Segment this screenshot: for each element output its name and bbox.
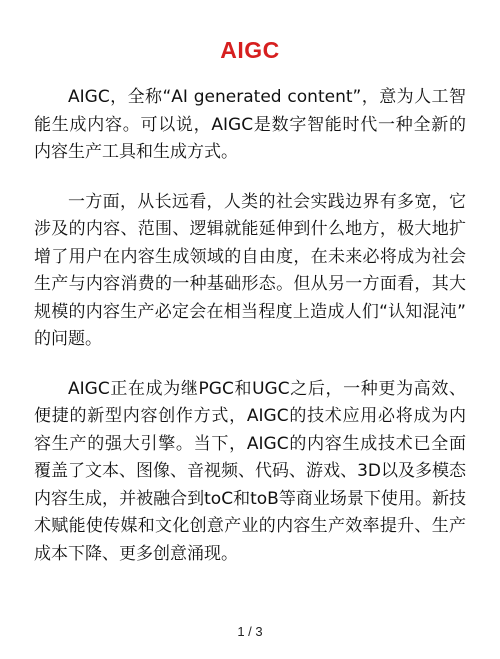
paragraph-impact: 一方面，从长远看，人类的社会实践边界有多宽，它涉及的内容、范围、逻辑就能延伸到什么地方，极大地扩增了用户在内容生成领域的自由度，在未来必将成为社会生产与内容消费的一种基础形态。但从另一方面看，其大规模的内容生产必定会在相当程度上造成人们“认知混沌” 的问题。 [34,191,466,349]
document-title: AIGC [220,37,280,63]
page-indicator: 1 / 3 [237,624,263,639]
paragraph-definition: AIGC，全称“AI generated content”，意为人工智能生成内容。可以说，AIGC是数字智能时代一种全新的内容生产工具和生成方式。 [34,87,466,162]
paragraph-applications: AIGC正在成为继PGC和UGC之后，一种更为高效、便捷的新型内容创作方式，AIGC的技术应用必将成为内容生产的强大引擎。当下，AIGC的内容生成技术已全面覆盖了文本、图像、音视频、代码、游戏、3D以及多模态内容生成，并被融合到toC和toB等商业场景下使用。新技术赋能使传媒和文化创意产业的内容生产效率提升、生产成本下降、更多创意涌现。 [34,378,466,564]
